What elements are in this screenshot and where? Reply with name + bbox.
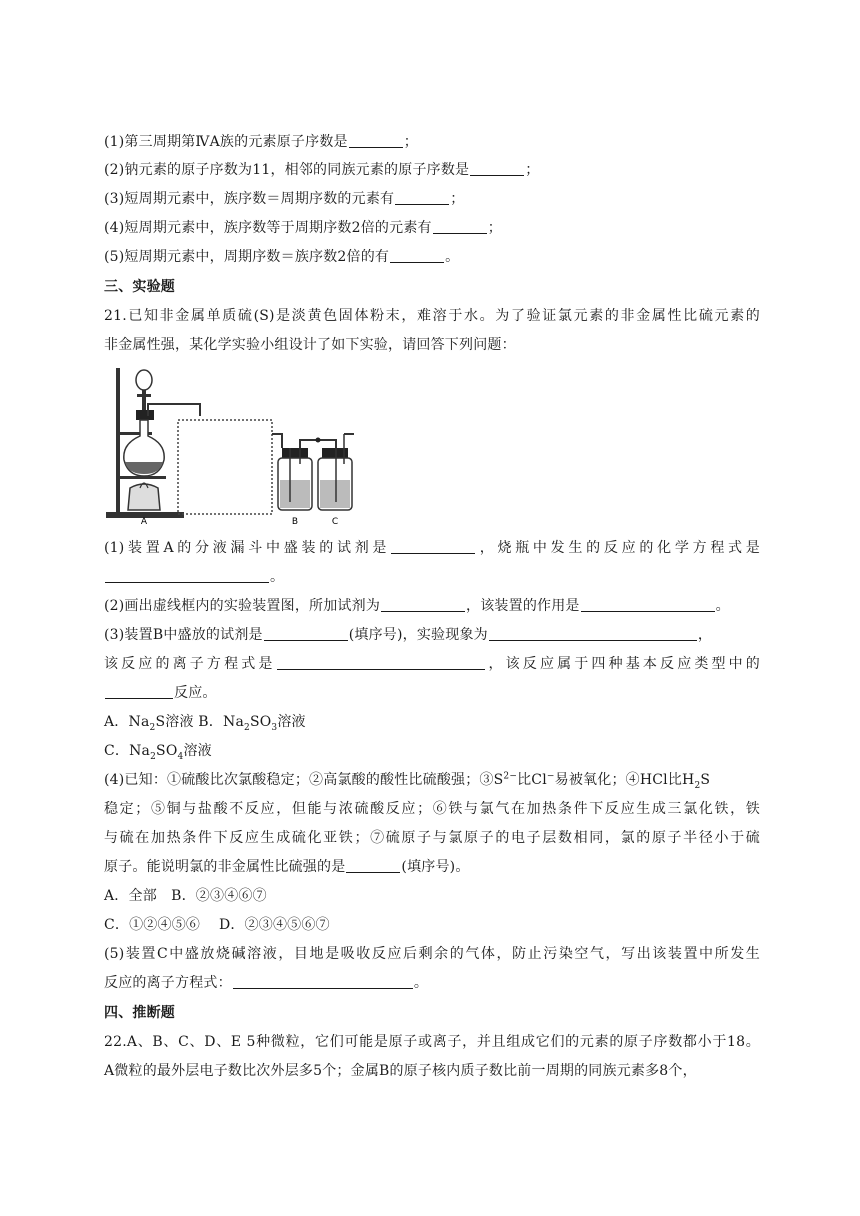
answer-blank[interactable] [489,626,697,641]
q22-line-2: A微粒的最外层电子数比次外层多5个；金属B的原子核内质子数比前一周期的同族元素多8个， [104,1063,697,1079]
experiment-apparatus-figure [104,364,358,524]
q21-part-5-line-2: 反应的离子方程式： 。 [104,975,429,991]
q21-part-3-line-3: 反应。 [104,683,760,703]
answer-blank[interactable] [433,219,487,234]
answer-blank[interactable] [395,190,449,205]
q21-part-2: (2)画出虚线框内的实验装置图，所加试剂为 ，该装置的作用是 。 [104,598,730,614]
answer-blank[interactable] [381,597,465,612]
q20-part-3: (3)短周期元素中，族序数＝周期序数的元素有 ； [104,191,465,207]
q21-part-4-line-1: (4)已知：①硫酸比次氯酸稳定；②高氯酸的酸性比硫酸强；$③S^{2-}$比Cl−易被氧化；④HCl比$H_2S$ [104,771,711,791]
figure-label-a: A [140,517,148,524]
answer-blank[interactable] [346,858,400,873]
section-heading-inference: 四、推断题 [104,1005,175,1021]
figure-label-b: B [291,517,299,524]
q21-intro-line-1: 21.已知非金属单质硫(S)是淡黄色固体粉末，难溶于水。为了验证氯元素的非金属性比硫元素的 [104,308,760,324]
answer-blank[interactable] [581,597,715,612]
q20-part-2: (2)钠元素的原子序数为11，相邻的同族元素的原子序数是 ； [104,162,540,178]
q20-part-5: (5)短周期元素中，周期序数＝族序数2倍的有 。 [104,249,460,265]
answer-blank[interactable] [105,684,173,699]
q21-part-4-line-4: 原子。能说明氯的非金属性比硫强的是 (填序号)。 [104,859,470,875]
q21-option-c: C．$Na_2SO_4$溶液 [104,743,212,762]
q22-line-1: 22.A、B、C、D、E 5种微粒，它们可能是原子或离子，并且组成它们的元素的原子序数都小于18。 [104,1034,760,1050]
answer-blank[interactable] [277,655,485,670]
q21-part-4-options-2: C．①②④⑤⑥ D．②③④⑤⑥⑦ [104,917,330,933]
q21-options-ab: A．$Na_2S$溶液 B．$Na_2SO_3$溶液 [104,714,306,733]
q21-part-4-line-3: 与硫在加热条件下反应生成硫化亚铁；⑦硫原子与氯原子的电子层数相同，氯的原子半径小于硫 [104,830,760,846]
q20-part-1: (1)第三周期第ⅣA族的元素原子序数是 ； [104,134,418,150]
answer-blank[interactable] [391,539,475,554]
answer-blank[interactable] [105,568,269,583]
q20-part-4: (4)短周期元素中，族序数等于周期序数2倍的元素有 ； [104,220,502,236]
q21-part-1-line-2: 。 [104,567,760,587]
q21-part-4-options-1: A．全部 B．②③④⑥⑦ [104,888,267,904]
q21-part-5-line-1: (5)装置C中盛放烧碱溶液，目地是吸收反应后剩余的气体，防止污染空气，写出该装置中所发生 [104,946,760,962]
section-heading-experiment: 三、实验题 [104,279,175,295]
answer-blank[interactable] [349,133,403,148]
q21-part-1-line-1: (1)装置A的分液漏斗中盛装的试剂是 ，烧瓶中发生的反应的化学方程式是 [104,540,760,556]
q21-intro-line-2: 非金属性强，某化学实验小组设计了如下实验，请回答下列问题： [104,337,516,353]
figure-label-c: C [331,517,339,524]
answer-blank[interactable] [264,626,348,641]
q21-part-3-line-1: (3)装置B中盛放的试剂是 (填序号)，实验现象为 ， [104,627,713,643]
answer-blank[interactable] [390,248,444,263]
answer-blank[interactable] [233,974,413,989]
q21-part-3-line-2: 该反应的离子方程式是 ，该反应属于四种基本反应类型中的 [104,656,761,672]
q21-part-4-line-2: 稳定；⑤铜与盐酸不反应，但能与浓硫酸反应；⑥铁与氯气在加热条件下反应生成三氯化铁，铁 [104,801,760,817]
answer-blank[interactable] [470,161,524,176]
